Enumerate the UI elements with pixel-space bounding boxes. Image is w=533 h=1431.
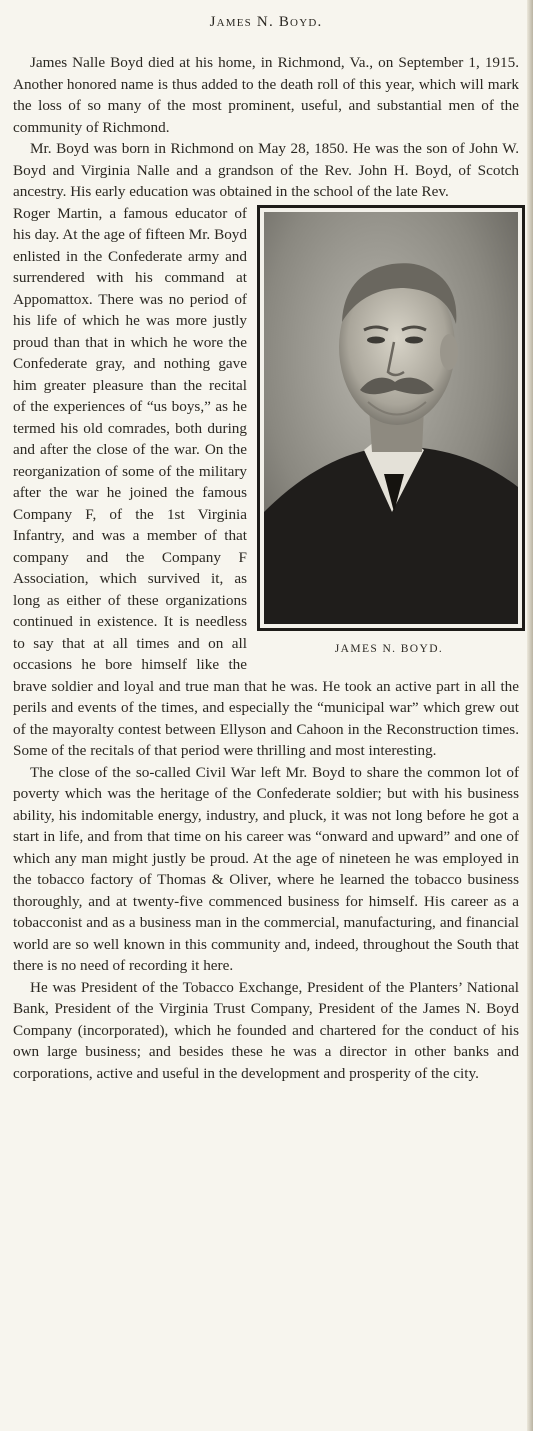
- paragraph-4: He was President of the Tobacco Exchange, President of the Planters’ National Bank, President of the Virginia Trust Company, President of the James N. Boyd Company (incorporated), which he founded and chartered for the conduct of his own large business; and besides these he was a director in other banks and corporations, active and useful in the development and prosperity of the city.: [13, 978, 519, 1082]
- portrait-figure: [257, 205, 521, 655]
- paragraph-3: The close of the so-called Civil War left Mr. Boyd to share the common lot of poverty which was the heritage of the Confederate soldier; but with his business ability, his indomitable energy, industry, and pluck, it was not long before he got a start in life, and from that time on his career was “onward and upward” and one of which any man might justly be proud. At the age of nineteen he was employed in the tobacco factory of Thomas & Oliver, where he learned the tobacco business thoroughly, and at twenty-five commenced business for himself. His career as a tobacconist and as a business man in the commercial, manufacturing, and financial world are so well known in this community and, indeed, throughout the South that there is no need of recording it here.: [13, 763, 519, 974]
- document-page: [13, 0, 519, 1084]
- paragraph-2-continued: Roger Martin, a famous educator of his day. At the age of fifteen Mr. Boyd enlisted in the Confederate army and surrendered with his command at Appomattox. There was no period of his life of which he was more justly proud than that in which he wore the Confederate gray, and nothing gave him greater pleasure than the recital of the experiences of “us boys,” as he termed his old comrades, both during and after the close of the war. On the reorganization of some of the military after the war he joined the famous Company F, of the 1st Virginia Infantry, and was a member of that company and the Company F Association, which survived it, as long as either of these organizations continued in existence. It is needless to say that at all times and on all occasions he bore himself like the brave soldier and loyal and true man that he was. He took an active part in all the perils and events of the times, and especially the “municipal war” which grew out of the mayoralty contest between Ellyson and Cahoon in the Reconstruction times. Some of the recitals of that period were thrilling and most interesting.: [13, 204, 519, 759]
- portrait-photo-icon: [264, 212, 518, 624]
- page-edge-shadow: [527, 0, 533, 1431]
- portrait-photo: [257, 205, 525, 631]
- page-title: James N. Boyd.: [209, 14, 323, 30]
- paragraph-2: Mr. Boyd was born in Richmond on May 28, 1850. He was the son of John W. Boyd and Virginia Nalle and a grandson of the Rev. John H. Boyd, of Scotch ancestry. His early education was obtained in the school of the late Rev.: [13, 140, 519, 200]
- photo-caption: JAMES N. BOYD.: [334, 642, 444, 655]
- paragraph-1: James Nalle Boyd died at his home, in Richmond, Va., on September 1, 1915. Another honored name is thus added to the death roll of this year, which will mark the loss of so many of the most prominent, useful, and substantial men of the community of Richmond.: [13, 54, 519, 136]
